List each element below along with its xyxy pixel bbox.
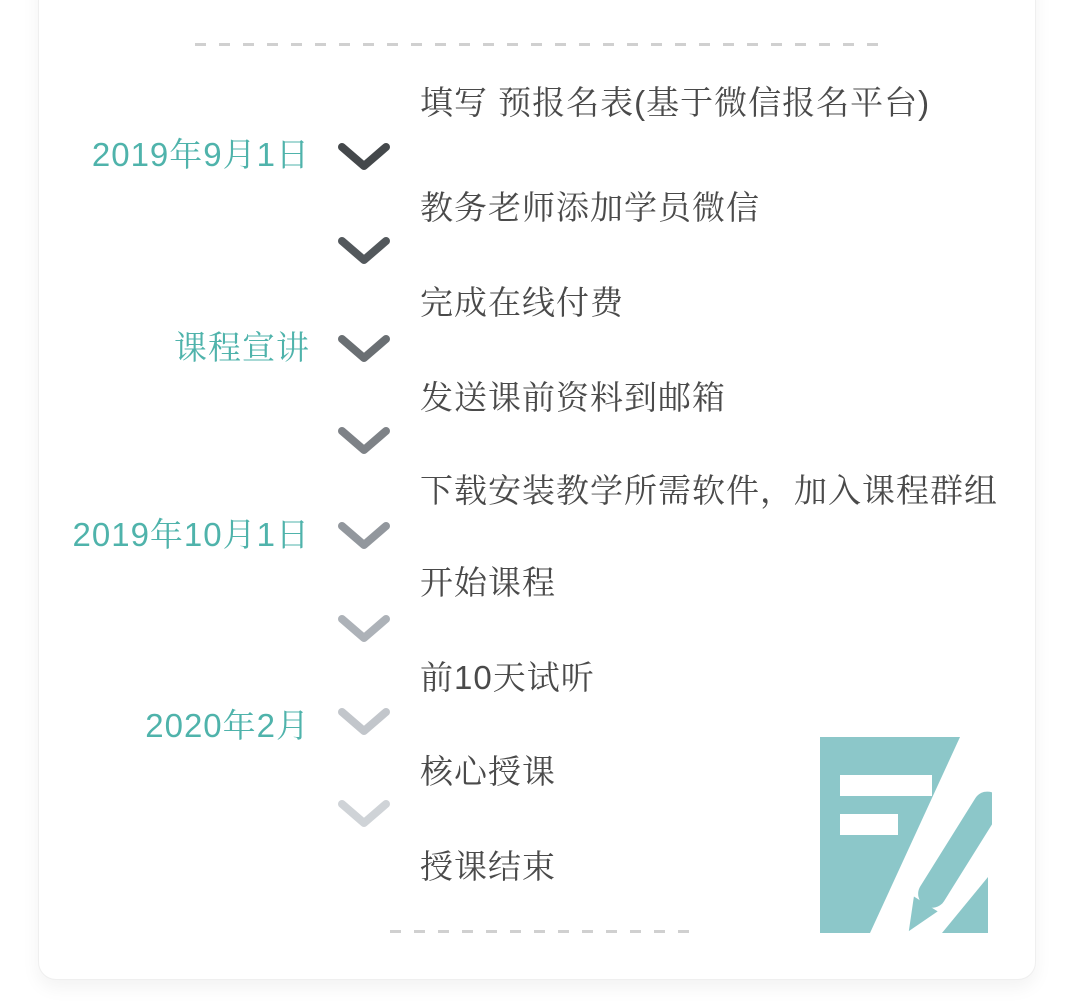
chevron-path — [342, 147, 386, 166]
step-send-materials-to-email: 发送课前资料到邮箱 — [420, 379, 726, 416]
step-complete-online-payment: 完成在线付费 — [420, 284, 624, 321]
step-course-start: 开始课程 — [420, 564, 556, 601]
step-core-teaching: 核心授课 — [420, 753, 556, 790]
step-install-software-join-group: 下载安装教学所需软件，加入课程群组 — [420, 472, 998, 509]
step-course-end: 授课结束 — [420, 848, 556, 885]
chevron-path — [342, 712, 386, 731]
chevron-down-icon — [336, 333, 392, 365]
document-text-line-1 — [840, 775, 932, 796]
milestone-date-2019-10-01: 2019年10月1日 — [72, 516, 310, 553]
chevron-down-icon — [336, 706, 392, 738]
bottom-truncation-dashes — [390, 930, 690, 933]
chevron-path — [342, 804, 386, 823]
chevron-path — [342, 526, 386, 545]
chevron-path — [342, 339, 386, 358]
document-pencil-icon — [820, 737, 992, 933]
chevron-down-icon — [336, 141, 392, 173]
chevron-path — [342, 241, 386, 260]
step-first-10-days-trial: 前10天试听 — [420, 659, 595, 696]
chevron-path — [342, 619, 386, 638]
milestone-date-2019-09-01: 2019年9月1日 — [91, 136, 310, 173]
chevron-down-icon — [336, 425, 392, 457]
top-truncation-dashes — [195, 43, 885, 46]
chevron-path — [342, 431, 386, 450]
document-text-line-2 — [840, 814, 898, 835]
milestone-course-briefing: 课程宣讲 — [174, 329, 310, 366]
step-fill-preregistration-form: 填写 预报名表(基于微信报名平台) — [420, 84, 931, 121]
chevron-down-icon — [336, 235, 392, 267]
chevron-down-icon — [336, 798, 392, 830]
chevron-down-icon — [336, 613, 392, 645]
step-teacher-adds-wechat: 教务老师添加学员微信 — [420, 189, 760, 226]
chevron-down-icon — [336, 520, 392, 552]
milestone-date-2020-02: 2020年2月 — [145, 707, 310, 744]
